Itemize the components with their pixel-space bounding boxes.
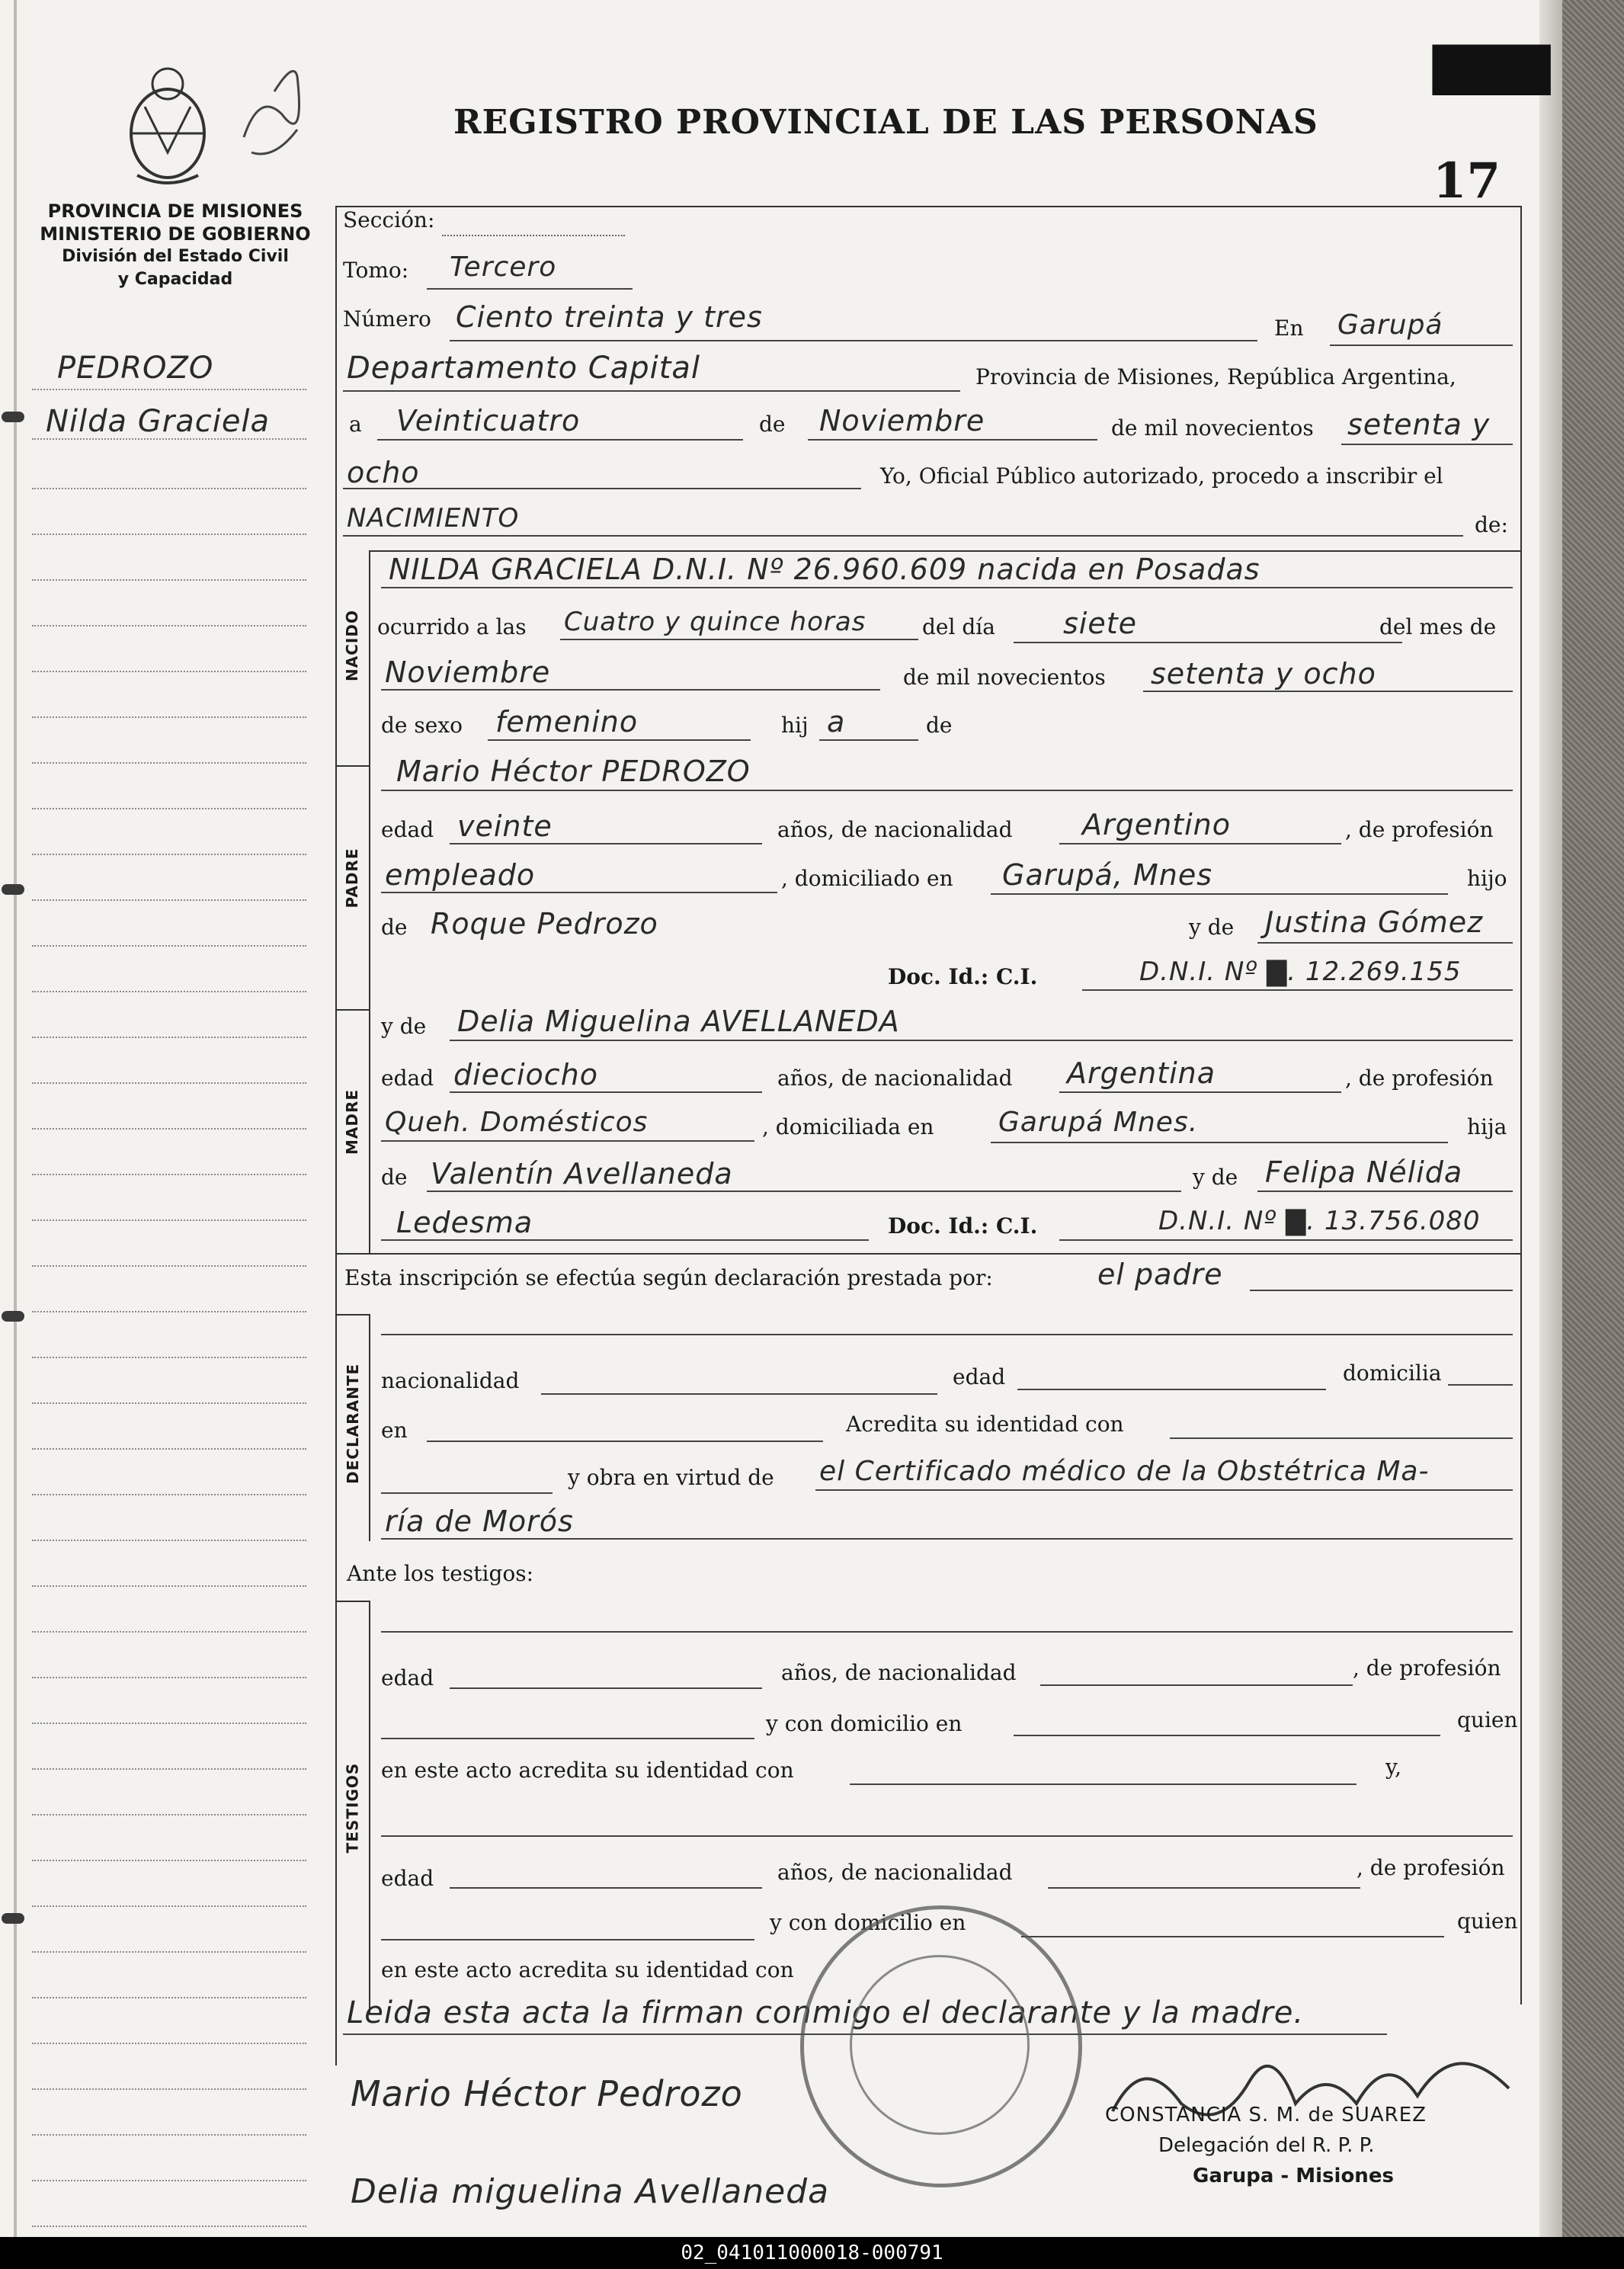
acto-line: [343, 535, 1463, 537]
sidebar-line: [32, 854, 306, 855]
padre-doc-value: D.N.I. Nº ▇. 12.269.155: [1139, 957, 1462, 987]
sidebar-line: [32, 2134, 306, 2136]
padre-nombre-line: [381, 790, 1513, 791]
org-line-1: PROVINCIA DE MISIONES: [47, 200, 303, 222]
en-line: [1330, 345, 1513, 346]
sidebar-line: [32, 808, 306, 809]
padre-madre-de-value: Justina Gómez: [1265, 905, 1484, 939]
closing-text: Leida esta acta la firman conmigo el declarante y la madre.: [347, 1995, 1305, 2030]
mes-value: Noviembre: [819, 404, 985, 437]
nacido-section-label: NACIDO: [343, 610, 361, 681]
sidebar-line: [32, 1723, 306, 1724]
sidebar-line: [32, 945, 306, 947]
testigos-section-label: TESTIGOS: [343, 1762, 362, 1854]
tomo-line: [427, 288, 633, 290]
sidebar-line: [32, 1494, 306, 1495]
binding-hole: [2, 1311, 24, 1322]
numero-label: Número: [343, 306, 431, 332]
sidebar-line: [32, 1768, 306, 1770]
testigo1-dom-label: y con domicilio en: [766, 1711, 963, 1736]
padre-dom-label: , domiciliado en: [781, 866, 953, 891]
sidebar-line: [32, 1402, 306, 1404]
declarante-en-label: en: [381, 1418, 408, 1443]
madre-section-label: MADRE: [343, 1088, 361, 1155]
madre-hija-label: hija: [1467, 1114, 1507, 1139]
signature-mother: Delia miguelina Avellaneda: [351, 2172, 830, 2211]
sidebar-surname: PEDROZO: [57, 351, 214, 386]
testigo2-name-line: [381, 1835, 1513, 1837]
madre-edad-value: dieciocho: [453, 1058, 598, 1091]
declarante-edad-line: [1017, 1389, 1326, 1390]
madre-prof-value: Queh. Domésticos: [385, 1107, 649, 1138]
testigo1-nac-line: [1040, 1684, 1353, 1686]
madre-nac-line: [1059, 1091, 1341, 1093]
sidebar-line: [32, 1448, 306, 1450]
madre-nac-value: Argentina: [1067, 1056, 1216, 1090]
sidebar-line: [32, 1905, 306, 1907]
madre-doc-label: Doc. Id.: C.I.: [888, 1213, 1038, 1239]
sidebar-line: [32, 1814, 306, 1816]
dia-nac-line: [1014, 642, 1402, 643]
sidebar-line: [32, 1677, 306, 1678]
sidebar-line: [32, 2226, 306, 2227]
testigo2-quien-label: quien: [1457, 1908, 1518, 1934]
en-label: En: [1274, 316, 1304, 341]
seccion-label: Sección:: [343, 207, 435, 232]
frame-right-line: [1520, 206, 1522, 2005]
official-role: Delegación del R. P. P.: [1158, 2134, 1375, 2157]
testigo1-acredita-line: [850, 1783, 1357, 1785]
madre-padre-de-value: Valentín Avellaneda: [431, 1157, 733, 1191]
numero-value: Ciento treinta y tres: [456, 300, 763, 334]
testigo1-quien-label: quien: [1457, 1707, 1518, 1732]
padre-edad-label: edad: [381, 817, 434, 842]
declarante-obra-pre-line: [381, 1492, 553, 1494]
anio-nac-line: [1143, 691, 1513, 692]
testigos-intro-label: Ante los testigos:: [347, 1561, 534, 1586]
testigo1-edad-line: [450, 1687, 762, 1689]
padre-yde-label: y de: [1189, 915, 1235, 940]
madre-edad-label: edad: [381, 1066, 434, 1091]
sexo-line: [488, 739, 751, 741]
page-edge-shadow: [1539, 0, 1564, 2237]
coat-of-arms-icon: [114, 61, 221, 191]
sidebar-line: [32, 1311, 306, 1312]
testigo1-prof-line: [381, 1738, 754, 1739]
de-label: de: [759, 412, 786, 437]
org-line-2: MINISTERIO DE GOBIERNO: [40, 223, 311, 245]
sidebar-line: [32, 534, 306, 535]
nacido-nombre-value: NILDA GRACIELA D.N.I. Nº 26.960.609 nacida en Posadas: [389, 553, 1260, 586]
mil-nac-label: de mil novecientos: [903, 665, 1106, 690]
nacido-top-line: [369, 550, 1520, 552]
madre-doc-value: D.N.I. Nº ▇. 13.756.080: [1158, 1206, 1481, 1236]
padre-doc-label: Doc. Id.: C.I.: [888, 964, 1038, 989]
sidebar-line: [32, 1128, 306, 1130]
sidebar-line: [32, 1037, 306, 1038]
madre-dom-value: Garupá Mnes.: [998, 1107, 1199, 1138]
testigo1-prof-label: , de profesión: [1353, 1655, 1501, 1681]
madre-madre-de-value-2: Ledesma: [396, 1206, 533, 1239]
sidebar-line: [32, 716, 306, 718]
padre-edad-line: [450, 843, 762, 844]
padre-prof-label: , de profesión: [1345, 817, 1494, 842]
declarante-nac-line: [541, 1393, 937, 1395]
anio-value-2: ocho: [347, 456, 420, 489]
redaction-mark: ████: [1433, 46, 1546, 95]
padre-dom-value: Garupá, Mnes: [1002, 858, 1213, 892]
testigo2-nac-label: años, de nacionalidad: [777, 1860, 1013, 1885]
madre-edad-line: [450, 1091, 762, 1093]
de2-label: de:: [1475, 512, 1508, 537]
sidebar-line: [32, 625, 306, 627]
declarante-en-line: [427, 1441, 823, 1442]
sidebar-line: [32, 671, 306, 672]
padre-nac-label: años, de nacionalidad: [777, 817, 1013, 842]
padre-de-label: de: [381, 915, 408, 940]
anio-line-1: [1341, 444, 1513, 445]
hora-line: [560, 639, 918, 640]
padre-doc-line: [1082, 989, 1513, 991]
page-left-border: [14, 0, 17, 2237]
hij-line: [819, 739, 918, 741]
tomo-label: Tomo:: [343, 258, 409, 283]
mes-line: [808, 439, 1097, 441]
declarante-obra-line-2: [381, 1538, 1513, 1540]
padre-prof-value: empleado: [385, 858, 536, 892]
sidebar-line: [32, 2180, 306, 2181]
declarante-obra-value-2: ría de Morós: [385, 1505, 574, 1538]
testigo2-dom-label: y con domicilio en: [770, 1910, 966, 1935]
madre-nombre-value: Delia Miguelina AVELLANEDA: [457, 1005, 900, 1038]
official-place: Garupa - Misiones: [1193, 2165, 1394, 2187]
testigo2-nac-line: [1048, 1887, 1360, 1889]
testigo2-dom-line: [1021, 1936, 1444, 1937]
testigo2-prof-line: [381, 1939, 754, 1941]
sidebar-line: [32, 991, 306, 992]
testigo1-acredita-label: en este acto acredita su identidad con: [381, 1758, 794, 1783]
org-block: [38, 200, 312, 291]
binding-hole: [2, 1913, 24, 1924]
sidebar-line: [32, 438, 306, 440]
hij-de-label: de: [926, 713, 953, 738]
declarante-obra-label: y obra en virtud de: [568, 1465, 774, 1490]
oficial-text: Yo, Oficial Público autorizado, procedo a inscribir el: [880, 463, 1443, 489]
initials-scribble-icon: [229, 46, 320, 175]
anio-value-1: setenta y: [1347, 408, 1491, 441]
padre-dom-line: [991, 893, 1448, 895]
mes-nac-value: Noviembre: [385, 655, 551, 689]
dia-nac-value: siete: [1063, 607, 1138, 640]
madre-yde2-label: y de: [1193, 1165, 1238, 1190]
seccion-line: [442, 235, 625, 236]
departamento-value: Departamento Capital: [347, 351, 701, 386]
page-title: REGISTRO PROVINCIAL DE LAS PERSONAS: [453, 103, 1318, 142]
sidebar-line: [32, 1540, 306, 1541]
del-mes-label: del mes de: [1379, 614, 1497, 639]
madre-nombre-line: [450, 1040, 1513, 1041]
sidebar-line: [32, 389, 306, 390]
sidebar-line: [32, 488, 306, 489]
padre-nac-value: Argentino: [1082, 808, 1231, 841]
sexo-value: femenino: [495, 705, 639, 739]
madre-padre-de-line: [427, 1191, 1181, 1192]
sidebar-line: [32, 762, 306, 764]
testigo1-y-label: y,: [1385, 1755, 1401, 1780]
sidebar-line: [32, 1219, 306, 1221]
padre-hijo-label: hijo: [1467, 866, 1507, 891]
mil-label: de mil novecientos: [1111, 415, 1314, 441]
sidebar-line: [32, 1082, 306, 1084]
testigo1-nac-label: años, de nacionalidad: [781, 1660, 1017, 1685]
padre-madre-de-line: [1257, 942, 1513, 944]
org-line-4: y Capacidad: [117, 270, 233, 289]
binding-hole: [2, 412, 24, 422]
del-dia-label: del día: [922, 614, 995, 639]
numero-line: [450, 340, 1257, 341]
declarante-acredita-label: Acredita su identidad con: [846, 1412, 1124, 1437]
madre-yde-label: y de: [381, 1014, 427, 1039]
sidebar-line: [32, 1997, 306, 1998]
declarante-obra-line: [815, 1489, 1513, 1491]
frame-top-line: [335, 206, 1520, 207]
testigo1-name-line: [381, 1631, 1513, 1633]
declarante-name-line: [381, 1334, 1513, 1335]
sidebar-line: [32, 1951, 306, 1953]
nacido-nombre-line: [381, 587, 1513, 588]
sidebar-line: [32, 1265, 306, 1267]
sidebar-line: [32, 1357, 306, 1358]
declarante-section-label: DECLARANTE: [344, 1363, 362, 1484]
madre-madre-de-value: Felipa Nélida: [1265, 1155, 1463, 1189]
testigo2-edad-label: edad: [381, 1866, 434, 1891]
ocurrido-label: ocurrido a las: [377, 614, 527, 639]
padre-padre-de-value: Roque Pedrozo: [431, 907, 658, 941]
padre-prof-line: [381, 892, 777, 893]
sidebar-line: [32, 579, 306, 581]
sidebar-given-names: Nilda Graciela: [46, 404, 271, 439]
official-name: CONSTANCIA S. M. de SUAREZ: [1105, 2104, 1427, 2126]
org-line-3: División del Estado Civil: [62, 247, 289, 266]
page-number: 17: [1433, 152, 1501, 210]
sidebar-line: [32, 1860, 306, 1861]
declaracion-top-line: [335, 1253, 1520, 1255]
sidebar-line: [32, 2043, 306, 2044]
signature-father: Mario Héctor Pedrozo: [351, 2073, 743, 2114]
sidebar-line: [32, 2088, 306, 2090]
sidebar-line: [32, 1585, 306, 1587]
testigo2-prof-label: , de profesión: [1357, 1855, 1505, 1880]
madre-prof-label: , de profesión: [1345, 1066, 1494, 1091]
declarante-edad-label: edad: [953, 1364, 1006, 1389]
madre-de-label: de: [381, 1165, 408, 1190]
padre-section-label: PADRE: [343, 848, 361, 909]
hij-label: hij: [781, 713, 809, 738]
anio-line-2: [343, 488, 861, 489]
madre-nac-label: años, de nacionalidad: [777, 1066, 1013, 1091]
testigo1-dom-line: [1014, 1735, 1440, 1736]
acto-value: NACIMIENTO: [347, 503, 520, 534]
sidebar-line: [32, 1631, 306, 1633]
sidebar-line: [32, 1174, 306, 1175]
provincia-text: Provincia de Misiones, República Argentina,: [975, 364, 1456, 389]
hora-value: Cuatro y quince horas: [564, 607, 866, 637]
sexo-label: de sexo: [381, 713, 463, 738]
declarante-domicilia-label: domicilia: [1343, 1360, 1442, 1386]
madre-prof-line: [381, 1140, 754, 1142]
madre-doc-line: [1059, 1239, 1513, 1241]
padre-nac-line: [1059, 843, 1341, 844]
departamento-line: [343, 390, 960, 392]
file-id-footer: 02_041011000018-000791: [0, 2237, 1624, 2269]
anio-nac-value: setenta y ocho: [1151, 657, 1376, 691]
declaracion-intro-line: [1250, 1290, 1513, 1291]
declaracion-intro-label: Esta inscripción se efectúa según declaración prestada por:: [344, 1265, 993, 1290]
padre-nombre-value: Mario Héctor PEDROZO: [396, 755, 751, 788]
madre-madre-de-line: [1257, 1191, 1513, 1192]
dia-value: Veinticuatro: [396, 404, 581, 437]
a-label: a: [349, 412, 362, 437]
en-value: Garupá: [1337, 309, 1443, 341]
binding-hole: [2, 884, 24, 895]
padre-edad-value: veinte: [457, 809, 553, 843]
declarante-nac-label: nacionalidad: [381, 1368, 520, 1393]
testigo2-edad-line: [450, 1887, 762, 1889]
book-cover-edge: [1562, 0, 1624, 2237]
declarante-obra-value: el Certificado médico de la Obstétrica Ma-: [819, 1456, 1430, 1487]
tomo-value: Tercero: [450, 252, 557, 283]
testigo2-acredita-label: en este acto acredita su identidad con: [381, 1957, 794, 1982]
declaracion-intro-value: el padre: [1097, 1258, 1223, 1291]
madre-dom-line: [991, 1142, 1448, 1143]
dia-line: [377, 439, 743, 441]
hij-value: a: [827, 705, 846, 739]
mes-nac-line: [381, 689, 880, 691]
declarante-acredita-line: [1170, 1437, 1513, 1439]
testigo1-edad-label: edad: [381, 1665, 434, 1691]
madre-dom-label: , domiciliada en: [762, 1114, 934, 1139]
declarante-domicilia-line: [1448, 1384, 1513, 1386]
official-seal-stamp: [800, 1905, 1082, 2187]
madre-madre-de-line-2: [381, 1239, 869, 1241]
sidebar-line: [32, 899, 306, 901]
